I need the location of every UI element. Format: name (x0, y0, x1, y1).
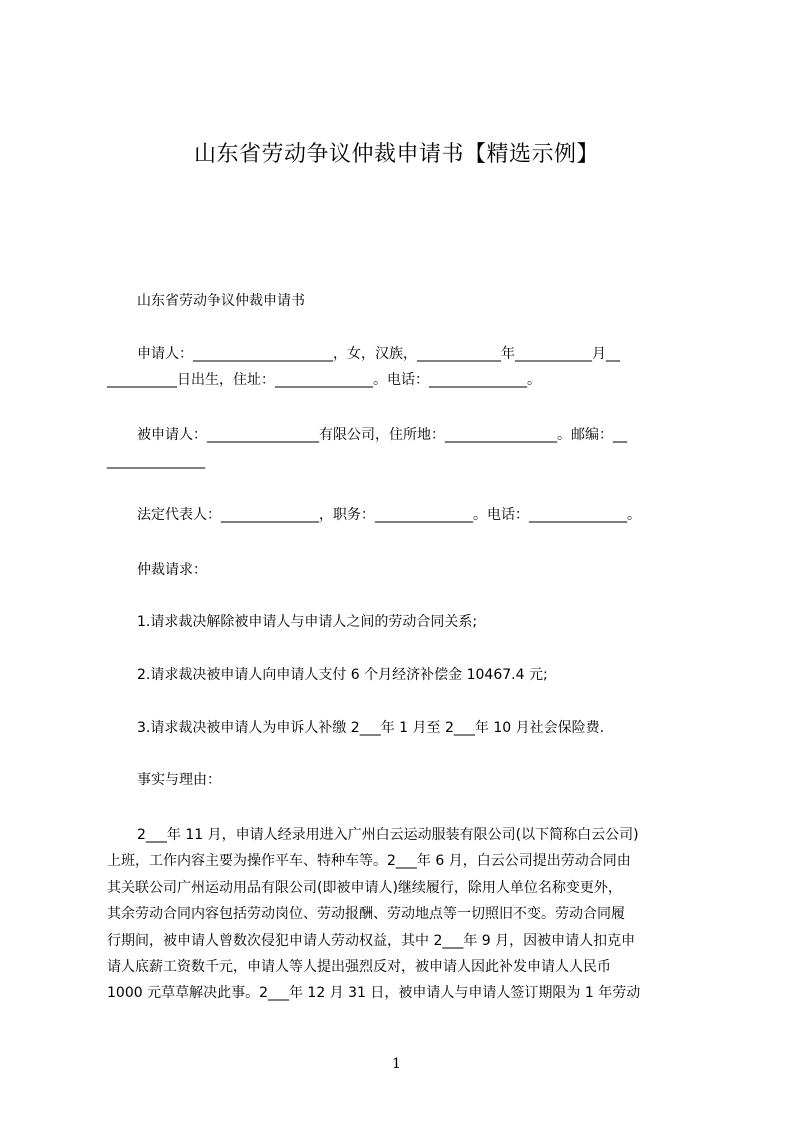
facts-line-4: 其余劳动合同内容包括劳动岗位、劳动报酬、劳动地点等一切照旧不变。劳动合同履 (107, 906, 625, 923)
claim-item-text: 1.请求裁决解除被申请人与申请人之间的劳动合同关系; (137, 614, 478, 630)
facts-heading (107, 767, 707, 793)
facts-line-7: 1000 元草草解决此事。2___年 12 月 31 日，被申请人与申请人签订期限为 1 年劳动 (107, 985, 641, 1002)
applicant-line-1: 申请人：____________________，女，汉族，____________年___________月__ (137, 346, 620, 362)
facts-line-1: 2___年 11 月，申请人经录用进入广州白云运动服装有限公司(以下简称白云公司) (137, 827, 639, 843)
claims-heading (107, 557, 707, 583)
respondent-line-2: ______________ (107, 453, 205, 469)
document-title: 山东省劳动争议仲裁申请书【精选示例】 (193, 142, 599, 167)
facts-line-2: 上班，工作内容主要为操作平车、特种车等。2___年 6 月，白云公司提出劳动合同由 (107, 853, 631, 870)
page-number: 1 (392, 1056, 401, 1072)
legal-representative-paragraph (107, 502, 707, 528)
facts-line-5: 行期间，被申请人曾数次侵犯申请人劳动权益，其中 2___年 9 月，因被申请人扣克申 (107, 932, 636, 949)
respondent-paragraph (107, 422, 707, 474)
claim-item-text: 2.请求裁决被申请人向申请人支付 6 个月经济补偿金 10467.4 元; (137, 667, 548, 683)
facts-heading-text: 事实与理由： (137, 772, 221, 788)
claim-item-3 (107, 715, 707, 741)
legal-representative-line: 法定代表人：______________，职务：______________。电话：______________。 (137, 507, 641, 523)
facts-line-6: 请人底薪工资数千元，申请人等人提出强烈反对，被申请人因此补发申请人人民币 (107, 959, 611, 976)
claim-item-text: 3.请求裁决被申请人为申诉人补缴 2___年 1 月至 2___年 10 月社会保险费. (137, 720, 605, 736)
subtitle-text: 山东省劳动争议仲裁申请书 (137, 293, 305, 309)
claim-item-2 (107, 662, 707, 688)
applicant-line-2: __________日出生，住址：______________。电话：______________。 (107, 372, 541, 388)
claim-item-1 (107, 609, 707, 635)
facts-line-3: 其关联公司广州运动用品有限公司(即被申请人)继续履行，除用人单位名称变更外， (107, 879, 622, 896)
applicant-paragraph (107, 341, 707, 393)
claims-heading-text: 仲裁请求： (137, 562, 207, 578)
facts-paragraph (107, 822, 707, 1007)
document-subtitle (107, 288, 707, 314)
respondent-line-1: 被申请人：________________有限公司，住所地：________________。邮编：__ (137, 427, 627, 443)
